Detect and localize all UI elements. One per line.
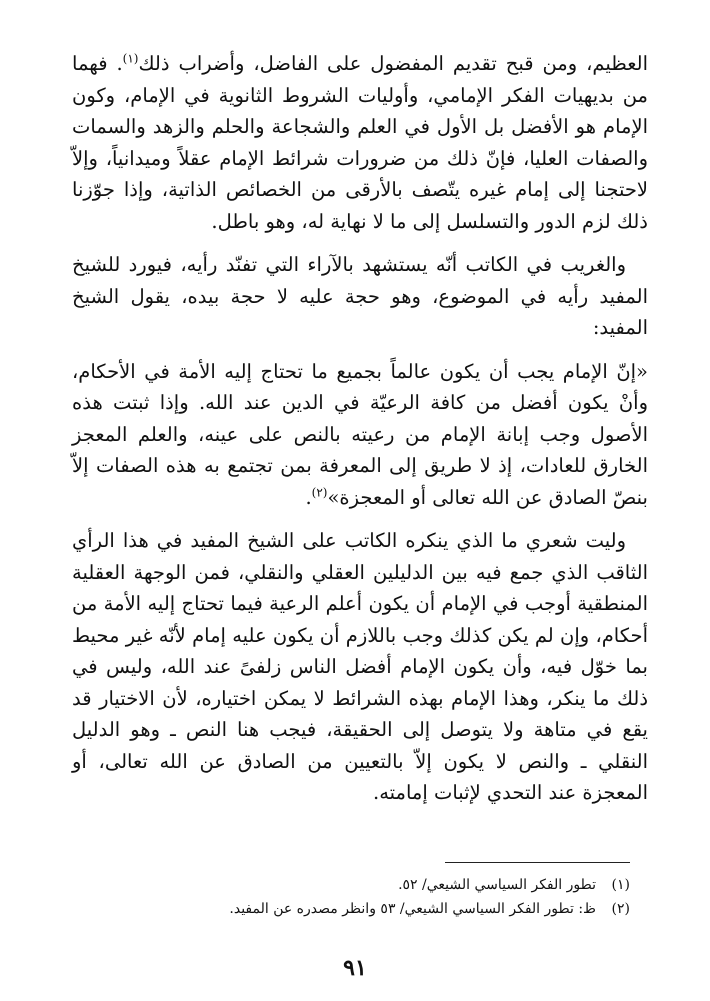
page-number: ٩١ (343, 955, 367, 981)
body-text (72, 48, 648, 809)
footnote-divider (445, 862, 630, 863)
footnote-text: تطور الفكر السياسي الشيعي/ ٥٢. (398, 877, 596, 893)
quote-paragraph: «إنّ الإمام يجب أن يكون عالماً بجميع ما تحتاج إليه الأمة في الأحكام، وأنْ يكون أفضل من كافة الرعيّة في الدين عند الله. وإذا ثبتت هذه الأصول وجب إبانة الإمام من رعيته بالنص على عينه، والعلم المعجز الخارق للعادات، إذ لا طريق إلى المعرفة بمن تجتمع به هذه الصفات إلاّ بنصّ الصادق عن الله تعالى أو المعجزة»$^{(٢)}$. (72, 359, 648, 509)
paragraph-4: وليت شعري ما الذي ينكره الكاتب على الشيخ المفيد في هذا الرأي الثاقب الذي جمع فيه بين الدليلين العقلي والنقلي، فمن الوجهة العقلية المنطقية أوجب في الإمام أن يكون أعلم الرعية فيما تحتاج إليه الأمة من أحكام، وإن لم يكن كذلك وجب باللازم أن يكون عليه إمام لأنّه غير محيط بما خوّل فيه، وأن يكون الإمام أفضل الناس زلفىً عند الله، وليس في ذلك ما ينكر، وهذا الإمام بهذه الشرائط لا يمكن اختياره، لأن الاختيار قد يقع في متاهة ولا يتوصل إلى الحقيقة، فيجب هنا النص ـ وهو الدليل النقلي ـ والنص لا يكون إلاّ بالتعيين من الصادق عن الله تعالى، أو المعجزة عند التحدي لإثبات إمامته. (72, 529, 648, 804)
footnote-number: (١) (611, 877, 630, 893)
footnote-number: (٢) (611, 901, 630, 917)
footnote-ref-1[interactable]: (١) (122, 51, 139, 66)
paragraph-2: والغريب في الكاتب أنّه يستشهد بالآراء التي تفنّد رأيه، فيورد للشيخ المفيد رأيه في الموضوع، وهو حجة عليه لا حجة بيده، يقول الشيخ المفيد: (72, 253, 648, 339)
footnote-text: ظ: تطور الفكر السياسي الشيعي/ ٥٣ وانظر مصدره عن المفيد. (229, 901, 596, 917)
footnote-2 (72, 897, 630, 921)
footnote-ref-2[interactable]: (٢) (311, 485, 328, 499)
footnotes (72, 873, 630, 921)
footnote-1 (72, 873, 630, 897)
paragraph-1: العظيم، ومن قبح تقديم المفضول على الفاضل، وأضراب ذلك$^{(١)}$. فهما من بديهيات الفكر الإمامي، وأوليات الشروط الثانوية في الإمام، وكون الإمام هو الأفضل بل الأول في العلم والشجاعة والحلم والزهد والسمات والصفات العليا، فإنّ ذلك من ضرورات شرائط الإمام عقلاً وميدانياً، وإلاّ لاحتجنا إلى إمام غيره يتّصف بالأرقى من الخصائص الذاتية، وإذا جوّزنا ذلك لزم الدور والتسلسل إلى ما لا نهاية له، وهو باطل. (72, 51, 649, 233)
